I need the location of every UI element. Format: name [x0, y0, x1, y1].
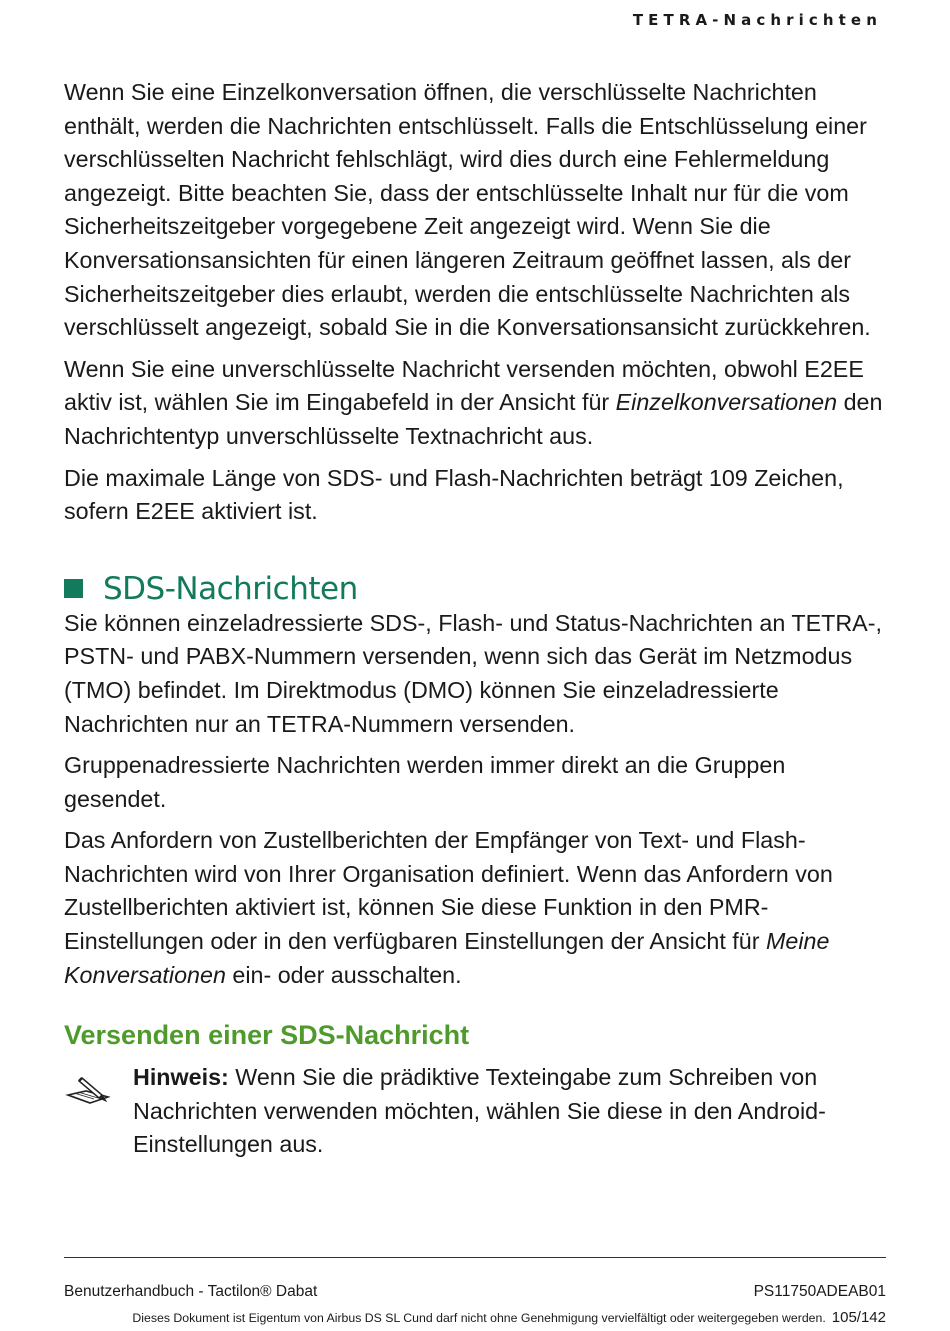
footer-doc-number: PS11750ADEAB01 [753, 1283, 886, 1300]
section-title: SDS-Nachrichten [103, 570, 358, 607]
paragraph-delivery-text-a: Das Anfordern von Zustellberichten der Empfänger von Text- und Flash-Nachrichten wird von Ihrer Organisation definiert. Wenn das Anfordern von Zustellberichten aktiviert ist, können Sie diese Funktion in den PMR-Einstellungen oder in den verfügbaren Einstellungen der Ansicht für [64, 827, 833, 955]
footer-divider [64, 1257, 886, 1258]
paragraph-max-length: Die maximale Länge von SDS- und Flash-Nachrichten beträgt 109 Zeichen, sofern E2EE aktiviert ist. [64, 464, 844, 525]
paragraph-delivery-reports [64, 824, 884, 992]
paragraph-delivery-text-b: ein- oder ausschalten. [225, 961, 462, 988]
page-content [64, 76, 884, 1162]
square-bullet-icon [64, 579, 83, 598]
section-heading [64, 571, 884, 607]
paragraph-decryption: Wenn Sie eine Einzelkonversation öffnen, die verschlüsselte Nachrichten enthält, werden die Nachrichten entschlüsselt. Falls die Entschlüsselung einer verschlüsselten Nachricht fehlschlägt, wird dies durch eine Fehlermeldung angezeigt. Bitte beachten Sie, dass der entschlüsselte Inhalt nur für die vom Sicherheitszeitgeber vorgegebene Zeit angezeigt wird. Wenn Sie die Konversationsansichten für einen längeren Zeitraum geöffnet lassen, als der Sicherheitszeitgeber dies erlaubt, werden die entschlüsselte Nachrichten als verschlüsselt angezeigt, sobald Sie in die Konversationsansicht zurückkehren. [64, 79, 871, 341]
subsection-heading: Versenden einer SDS-Nachricht [64, 1020, 470, 1051]
paragraph-unencrypted-emphasis: Einzelkonversationen [615, 389, 838, 416]
note-text [133, 1061, 884, 1162]
paragraph-unencrypted-text-b: den Nachrichtentyp unverschlüsselte Textnachricht aus. [64, 389, 883, 449]
paragraph-delivery-emphasis: Meine Konversationen [64, 928, 830, 988]
page-number: 105/142 [831, 1309, 886, 1326]
paragraph-unencrypted [64, 353, 884, 454]
footer-legal [132, 1309, 886, 1326]
pencil-note-icon [64, 1061, 133, 1162]
footer-manual-title: Benutzerhandbuch - Tactilon® Dabat [64, 1283, 318, 1300]
paragraph-sds-send: Sie können einzeladressierte SDS-, Flash- und Status-Nachrichten an TETRA-, PSTN- und PABX-Nummern versenden, wenn sich das Gerät im Netzmodus (TMO) befindet. Im Direktmodus (DMO) können Sie einzeladressierte Nachrichten nur an TETRA-Nummern versenden. [64, 609, 882, 737]
note-box [64, 1061, 884, 1162]
note-body: Wenn Sie die prädiktive Texteingabe zum Schreiben von Nachrichten verwenden möchten, wählen Sie diese in den Android-Einstellungen aus. [133, 1064, 826, 1158]
running-header: TETRA-Nachrichten [632, 11, 882, 29]
paragraph-unencrypted-text-a: Wenn Sie eine unverschlüsselte Nachricht versenden möchten, obwohl E2EE aktiv ist, wählen Sie im Eingabefeld in der Ansicht für [64, 355, 864, 416]
paragraph-group: Gruppenadressierte Nachrichten werden immer direkt an die Gruppen gesendet. [64, 752, 786, 812]
note-label: Hinweis: [133, 1064, 229, 1091]
footer-legal-text: Dieses Dokument ist Eigentum von Airbus DS SL Cund darf nicht ohne Genehmigung vervielfältigt oder weitergegeben werden. [132, 1311, 826, 1325]
